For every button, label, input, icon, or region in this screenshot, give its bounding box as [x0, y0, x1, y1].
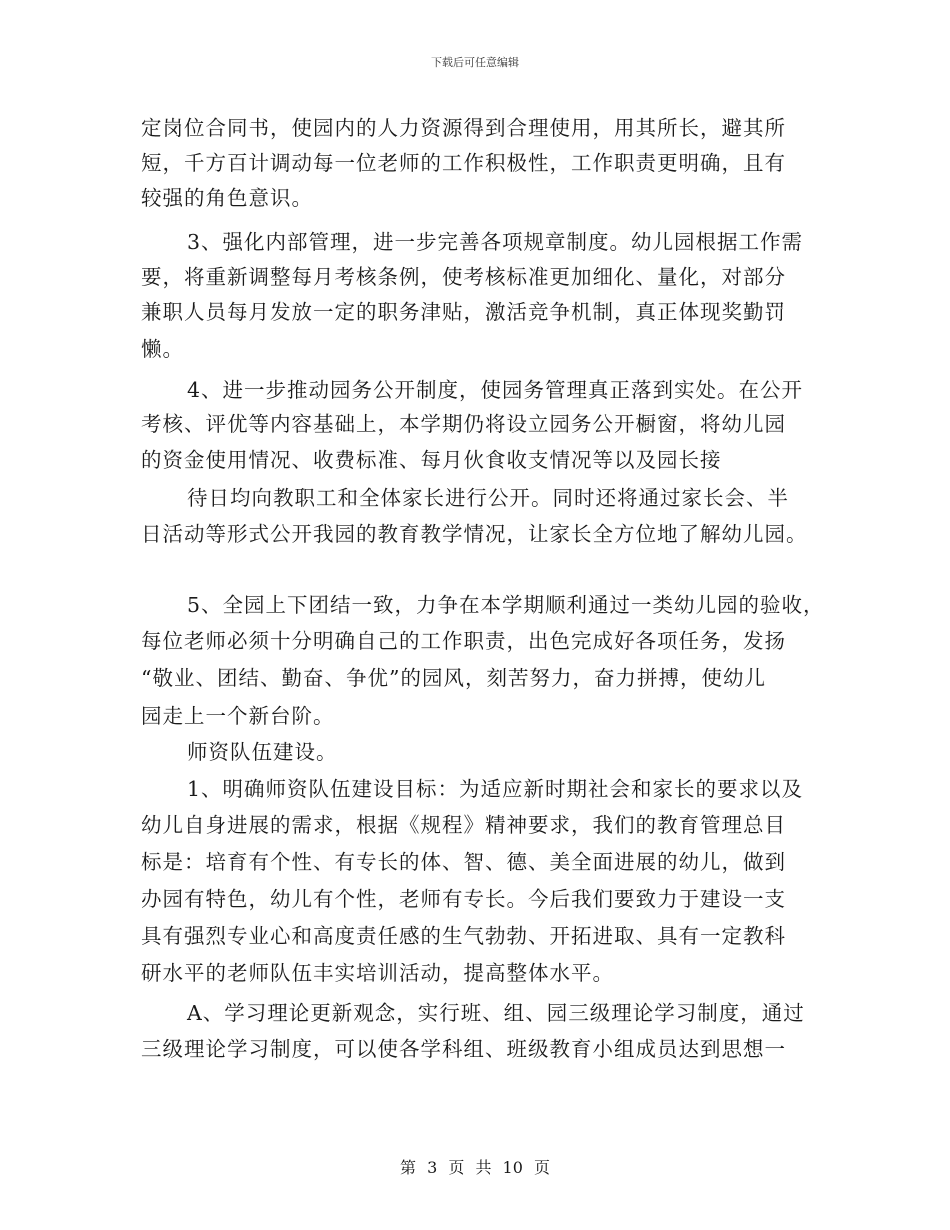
text-line: 定岗位合同书，使园内的人力资源得到合理使用，用其所长，避其所: [141, 116, 786, 140]
text-line: 师资队伍建设。: [187, 740, 338, 764]
text-line: 考核、评优等内容基础上，本学期仍将设立园务公开橱窗，将幼儿园: [141, 412, 786, 436]
text-line: 办园有特色，幼儿有个性，老师有专长。今后我们要致力于建设一支: [141, 887, 786, 911]
text-line: 日活动等形式公开我园的教育教学情况，让家长全方位地了解幼儿园。: [141, 522, 808, 546]
text-line: 标是：培育有个性、有专长的体、智、德、美全面进展的幼儿，做到: [141, 850, 786, 874]
page-header: 下载后可任意编辑: [431, 56, 519, 69]
text-line: “敬业、团结、勤奋、争优”的园风，刻苦努力，奋力拼搏，使幼儿: [141, 666, 766, 690]
text-line: 的资金使用情况、收费标准、每月伙食收支情况等以及园长接: [141, 448, 722, 472]
text-line: 具有强烈专业心和高度责任感的生气勃勃、开拓进取、具有一定教科: [141, 924, 786, 948]
text-line: 兼职人员每月发放一定的职务津贴，激活竞争机制，真正体现奖勤罚: [141, 300, 786, 324]
text-line: 园走上一个新台阶。: [141, 704, 335, 728]
text-line: 5、全园上下团结一致，力争在本学期顺利通过一类幼儿园的验收，: [187, 593, 825, 617]
text-line: 要，将重新调整每月考核条例，使考核标准更加细化、量化，对部分: [141, 265, 786, 289]
page-number: 第 3 页 共 10 页: [400, 1158, 550, 1177]
text-line: 短，千方百计调动每一位老师的工作积极性，工作职责更明确，且有: [141, 151, 786, 175]
text-line: 待日均向教职工和全体家长进行公开。同时还将通过家长会、半: [187, 486, 789, 510]
text-line: 每位老师必须十分明确自己的工作职责，出色完成好各项任务，发扬: [141, 629, 786, 653]
text-line: 3、强化内部管理，进一步完善各项规章制度。幼儿园根据工作需: [187, 230, 804, 254]
text-line: 4、进一步推动园务公开制度，使园务管理真正落到实处。在公开: [187, 378, 804, 402]
text-line: 懒。: [141, 337, 184, 361]
text-line: 较强的角色意识。: [141, 186, 313, 210]
text-line: 研水平的老师队伍丰实培训活动，提高整体水平。: [141, 961, 614, 985]
text-line: A、学习理论更新观念，实行班、组、园三级理论学习制度，通过: [187, 1001, 805, 1025]
text-line: 幼儿自身进展的需求，根据《规程》精神要求，我们的教育管理总目: [141, 813, 786, 837]
text-line: 1、明确师资队伍建设目标：为适应新时期社会和家长的要求以及: [187, 777, 804, 801]
text-line: 三级理论学习制度，可以使各学科组、班级教育小组成员达到思想一: [141, 1037, 786, 1061]
